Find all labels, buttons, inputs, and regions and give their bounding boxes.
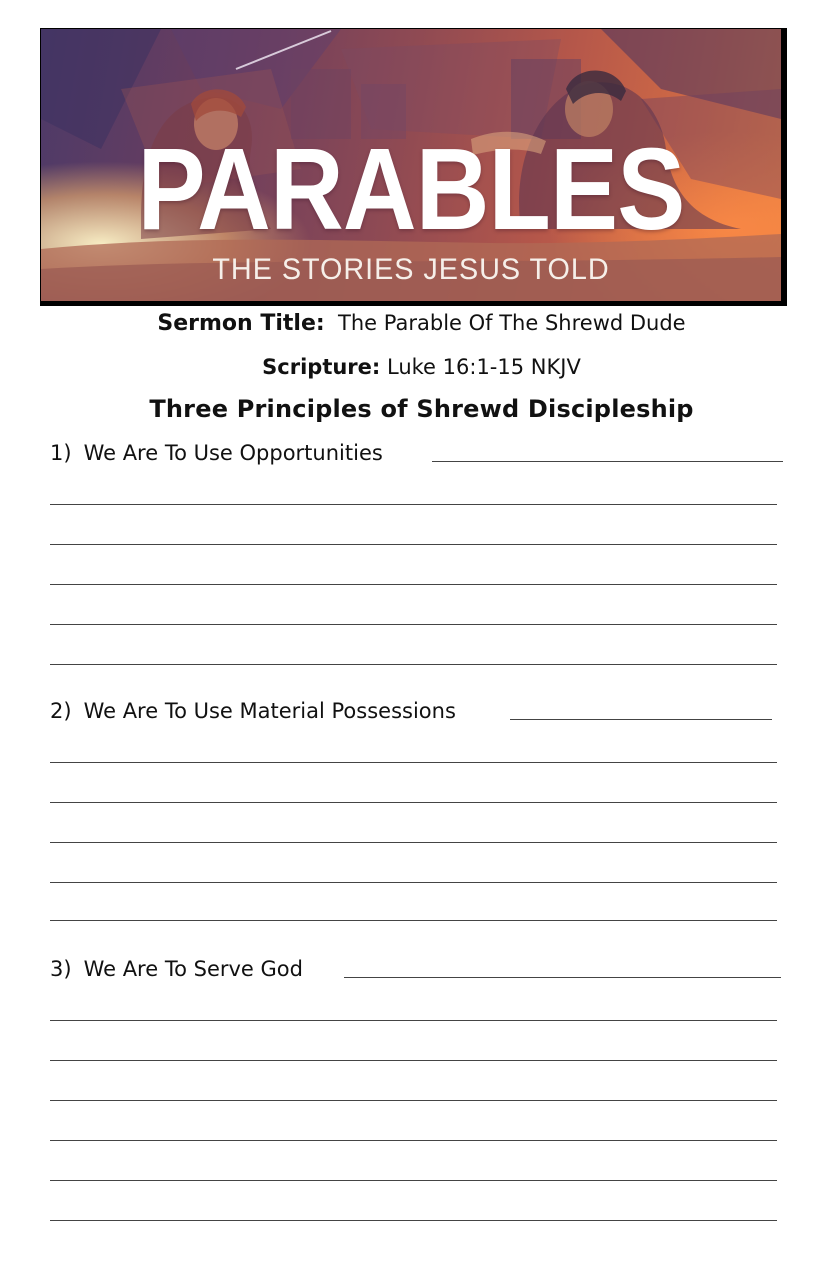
point-2 [50, 697, 456, 725]
point-number: 2) [50, 699, 72, 723]
note-line[interactable] [50, 802, 777, 803]
sermon-title-line [0, 308, 825, 339]
sermon-title-value: The Parable Of The Shrewd Dude [338, 311, 686, 335]
note-line[interactable] [50, 1220, 777, 1221]
note-line[interactable] [50, 882, 777, 883]
note-line[interactable] [50, 762, 777, 763]
parables-banner [41, 29, 781, 301]
note-line[interactable] [50, 1140, 777, 1141]
point-number: 1) [50, 441, 72, 465]
note-line[interactable] [50, 624, 777, 625]
scripture-line [0, 352, 825, 382]
note-line[interactable] [50, 584, 777, 585]
banner-frame [40, 28, 787, 306]
note-line[interactable] [50, 1180, 777, 1181]
note-line[interactable] [50, 1020, 777, 1021]
scripture-label: Scripture: [262, 355, 381, 379]
note-line[interactable] [50, 504, 777, 505]
point-3 [50, 955, 303, 983]
scripture-value: Luke 16:1-15 NKJV [387, 355, 581, 379]
note-line[interactable] [50, 842, 777, 843]
point-text: We Are To Use Material Possessions [83, 699, 456, 723]
banner-title: PARABLES [137, 124, 685, 254]
note-line[interactable] [50, 920, 777, 921]
note-line[interactable] [50, 1060, 777, 1061]
point-text: We Are To Use Opportunities [83, 441, 383, 465]
answer-blank[interactable] [510, 719, 772, 720]
note-line[interactable] [50, 544, 777, 545]
note-line[interactable] [50, 664, 777, 665]
answer-blank[interactable] [344, 977, 781, 978]
point-text: We Are To Serve God [83, 957, 303, 981]
point-number: 3) [50, 957, 72, 981]
banner-subtitle: THE STORIES JESUS TOLD [212, 253, 610, 286]
principles-heading: Three Principles of Shrewd Discipleship [149, 395, 694, 423]
note-line[interactable] [50, 1100, 777, 1101]
sermon-title-label: Sermon Title: [157, 311, 325, 336]
point-1 [50, 439, 383, 467]
answer-blank[interactable] [432, 461, 783, 462]
